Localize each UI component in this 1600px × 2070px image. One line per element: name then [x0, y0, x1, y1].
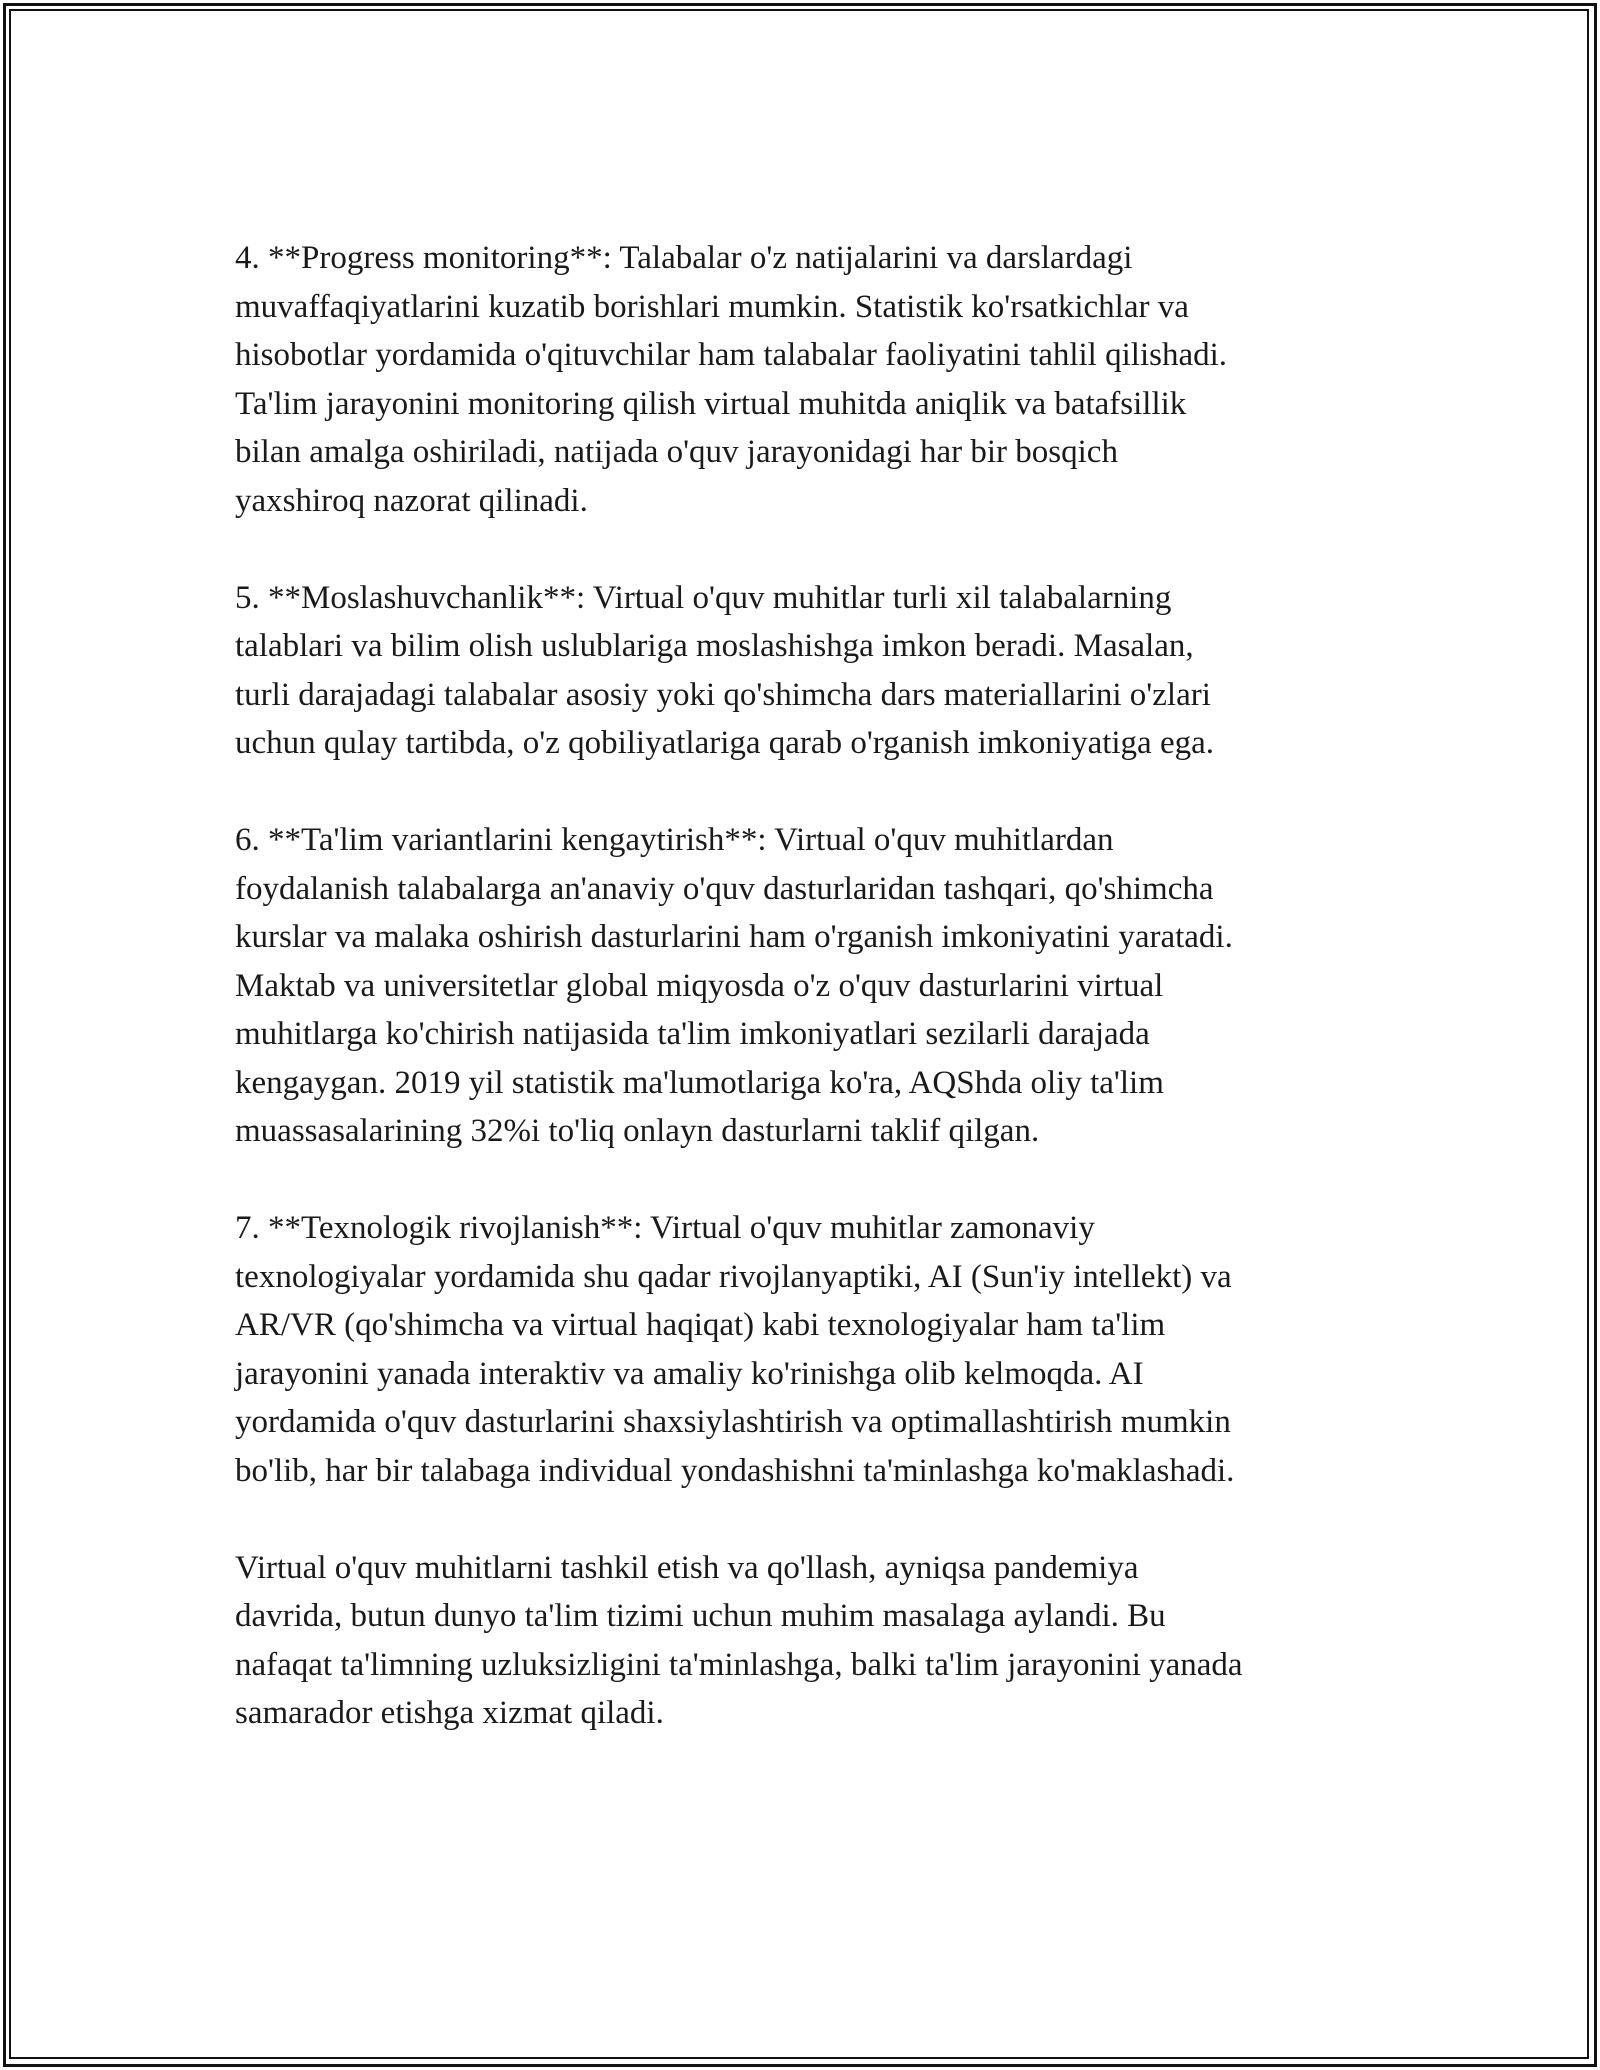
document-body [235, 234, 1395, 1738]
paragraph-progress-monitoring: 4. **Progress monitoring**: Talabalar o'z natijalarini va darslardagi muvaffaqiyatlarini kuzatib borishlari mumkin. Statistik ko'rsatkichlar va hisobotlar yordamida o'qituvchilar ham talabalar faoliyatini tahlil qilishadi. Ta'lim jarayonini monitoring qilish virtual muhitda aniqlik va batafsillik bilan amalga oshiriladi, natijada o'quv jarayonidagi har bir bosqich yaxshiroq nazorat qilinadi. [235, 240, 1228, 519]
paragraph-talim-variantlari: 6. **Ta'lim variantlarini kengaytirish**: Virtual o'quv muhitlardan foydalanish talabalarga an'anaviy o'quv dasturlaridan tashqari, qo'shimcha kurslar va malaka oshirish dasturlarini ham o'rganish imkoniyatini yaratadi. Maktab va universitetlar global miqyosda o'z o'quv dasturlarini virtual muhitlarga ko'chirish natijasida ta'lim imkoniyatlari sezilarli darajada kengaygan. 2019 yil statistik ma'lumotlariga ko'ra, AQShda oliy ta'lim muassasalarining 32%i to'liq onlayn dasturlarni taklif qilgan. [235, 822, 1233, 1149]
paragraph-conclusion: Virtual o'quv muhitlarni tashkil etish va qo'llash, ayniqsa pandemiya davrida, butun dunyo ta'lim tizimi uchun muhim masalaga aylandi. Bu nafaqat ta'limning uzluksizligini ta'minlashga, balki ta'lim jarayonini yanada samarador etishga xizmat qiladi. [235, 1549, 1243, 1731]
paragraph-texnologik-rivojlanish: 7. **Texnologik rivojlanish**: Virtual o'quv muhitlar zamonaviy texnologiyalar yordamida shu qadar rivojlanyaptiki, AI (Sun'iy intellekt) va AR/VR (qo'shimcha va virtual haqiqat) kabi texnologiyalar ham ta'lim jarayonini yanada interaktiv va amaliy ko'rinishga olib kelmoqda. AI yordamida o'quv dasturlarini shaxsiylashtirish va optimallashtirish mumkin bo'lib, har bir talabaga individual yondashishni ta'minlashga ko'maklashadi. [235, 1210, 1235, 1489]
paragraph-moslashuvchanlik: 5. **Moslashuvchanlik**: Virtual o'quv muhitlar turli xil talabalarning talablari va bilim olish uslublariga moslashishga imkon beradi. Masalan, turli darajadagi talabalar asosiy yoki qo'shimcha dars materiallarini o'zlari uchun qulay tartibda, o'z qobiliyatlariga qarab o'rganish imkoniyatiga ega. [235, 579, 1214, 761]
